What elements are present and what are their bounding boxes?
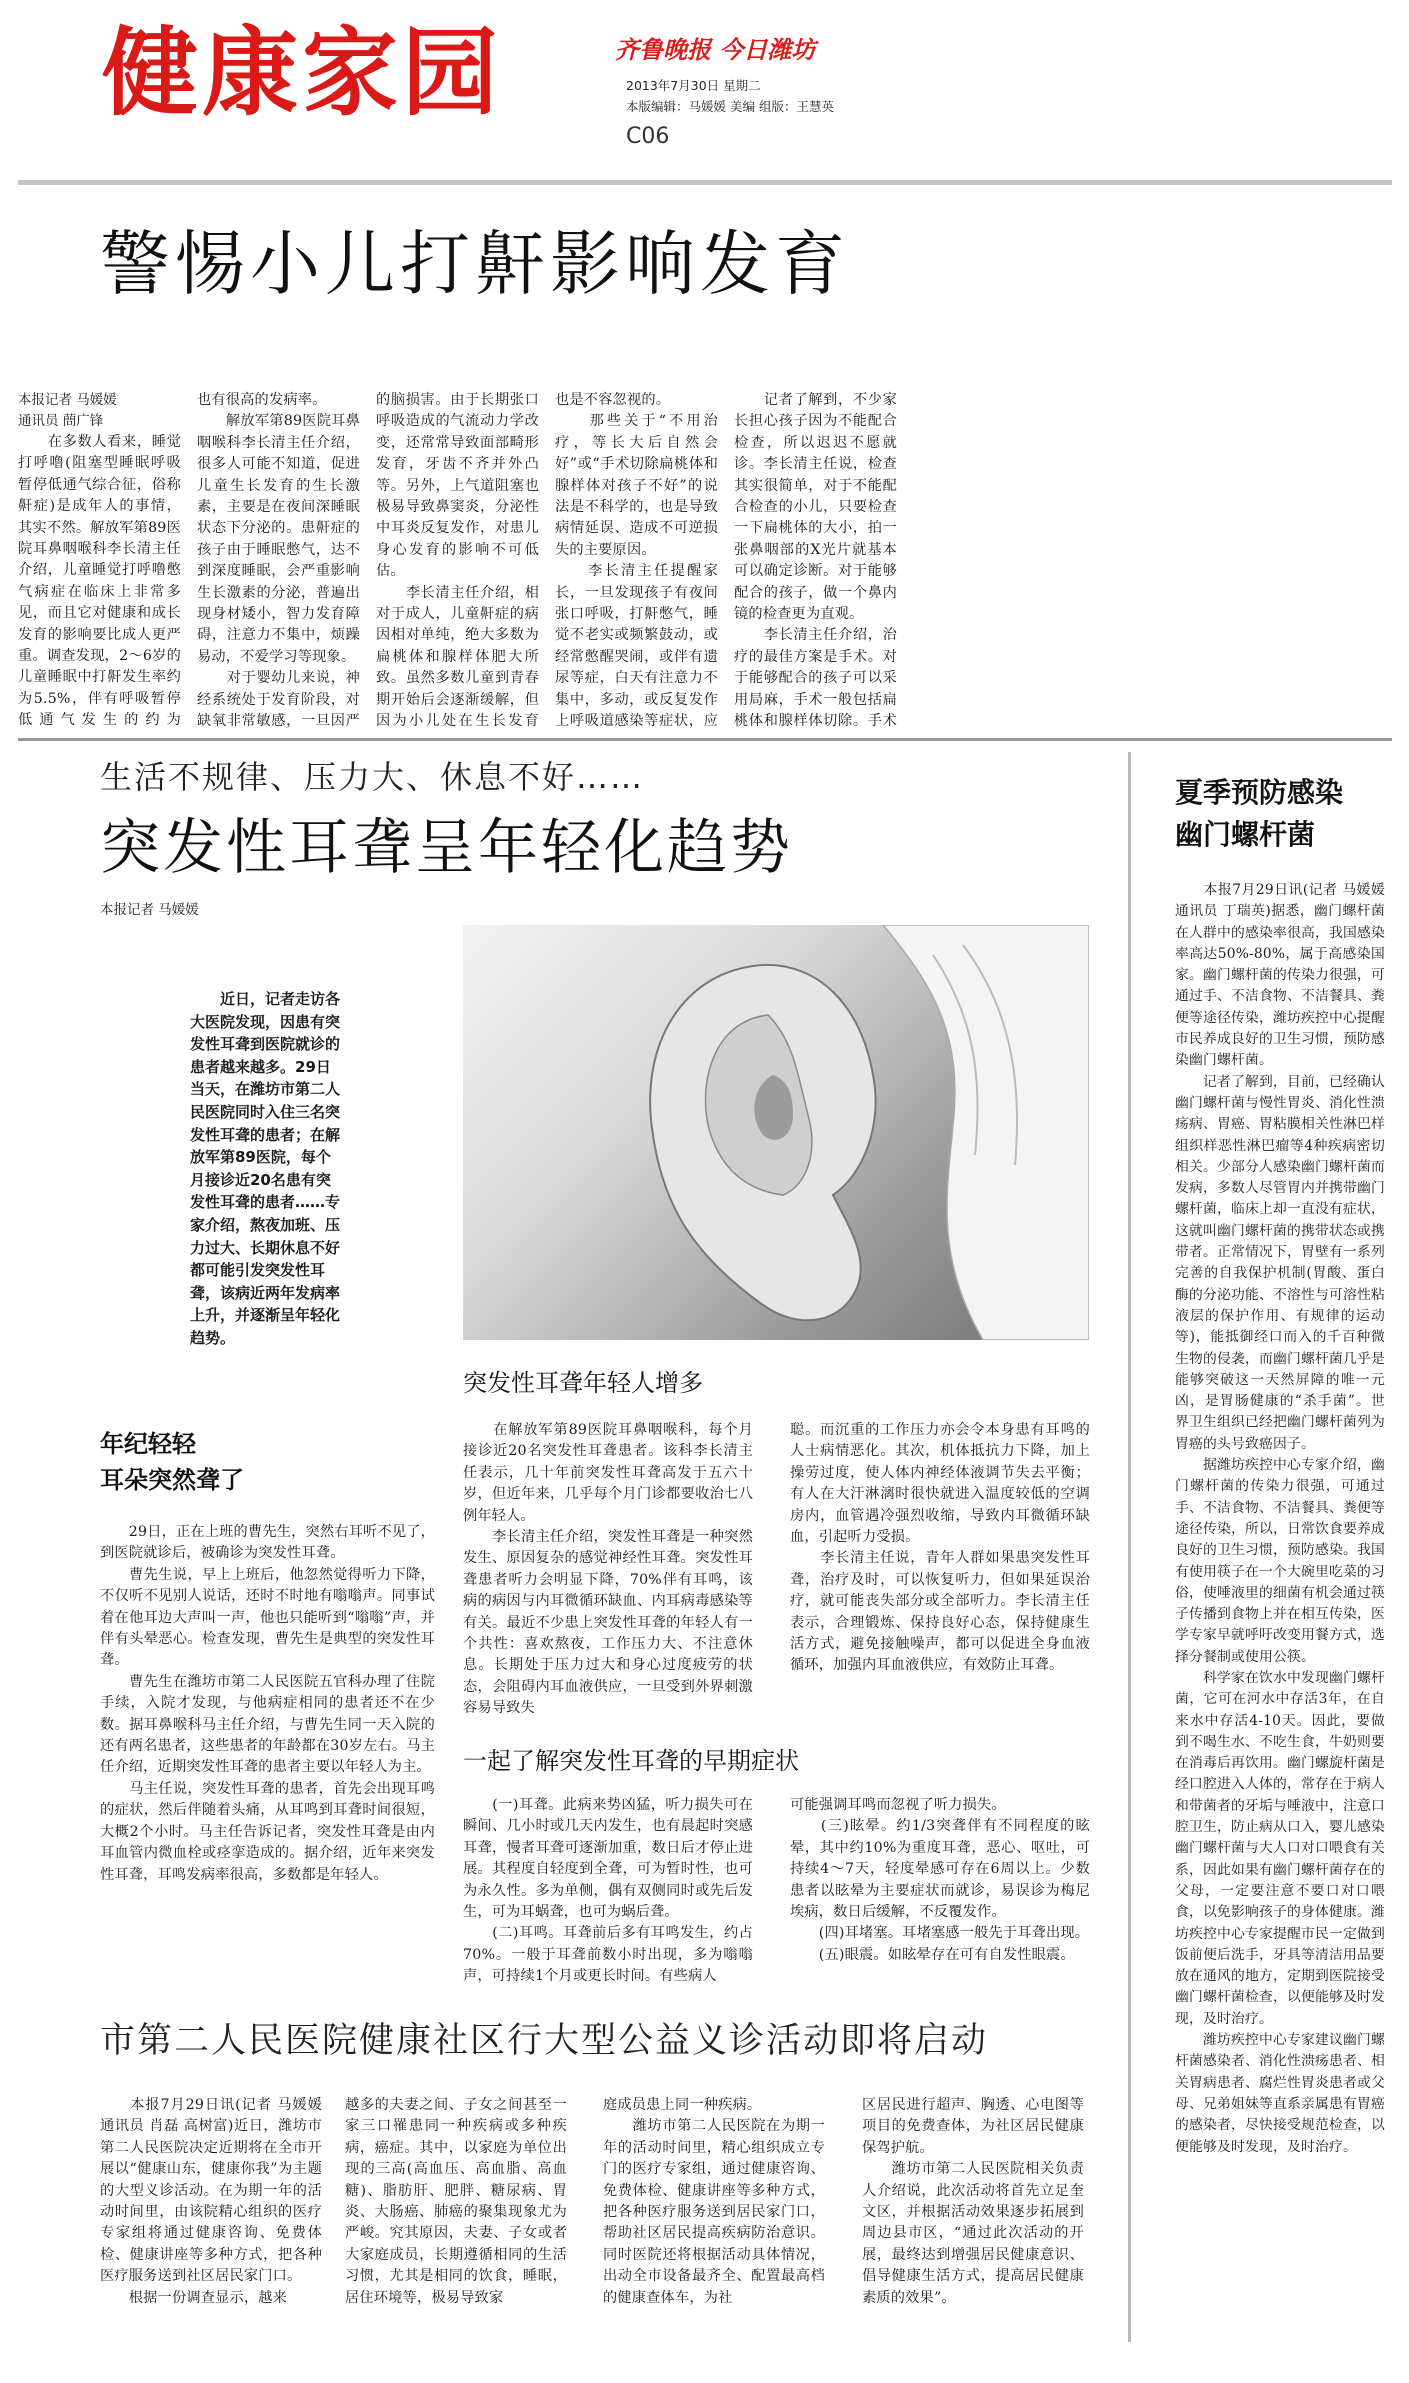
article-column: 区居民进行超声、胸透、心电图等项目的免费查体，为社区居民健康保驾护航。 潍坊市第二人民医院相关负责人介绍说，此次活动将首先立足奎文区，并根据活动效果逐步拓展到周边县市区，“通过此次活动的开展，最终达到增强居民健康意识、倡导健康生活方式，提高居民健康素质的效果”。 (862, 2097, 1084, 2306)
section-title: 健康家园 (102, 17, 502, 129)
article-column: 也是不容忽视的。 那些关于“不用治疗，等长大后自然会好”或“手术切除扁桃体和腺样体对孩子不好”的说法是不科学的，也是导致病情延误、造成不可逆损失的主要原因。 李长清主任提醒家长，一旦发现孩子有夜间张口呼吸，打鼾憋气，睡觉不老实或频繁鼓动，或经常憋醒哭闹，或伴有遗尿等症，白天有注意力不集中，多动，或反复发作上呼吸道感染等症状，应 (555, 392, 718, 730)
sidebar-divider (1128, 752, 1131, 2342)
top-divider (18, 180, 1392, 185)
article-column: 庭成员患上同一种疾病。 潍坊市第二人民医院在为期一年的活动时间里，精心组织成立专门的医疗专家组，通过健康咨询、免费体检、健康讲座等多种方式，把各种医疗服务送到居民家门口，帮助社区居民提高疾病防治意识。同时医院还将根据活动具体情况，出动全市设备最齐全、配置最高档的健康查体车，为社 (603, 2097, 825, 2306)
article-column: 聪。而沉重的工作压力亦会令本身患有耳鸣的人士病情恶化。其次，机体抵抗力下降，加上操劳过度，使人体内神经体液调节失去平衡；有人在大汗淋漓时很快就进入温度较低的空调房内，血管遇冷强烈收缩，导致内耳微循环缺血，引起听力受损。 李长清主任说，青年人群如果患突发性耳聋，治疗及时，可以恢复听力，但如果延误治疗，就可能丧失部分或全部听力。李长清主任表示，合理锻炼、保持良好心态，保持健康生活方式，避免接触噪声，都可以促进全身血液循环，加强内耳血液供应，有效防止耳聋。 (790, 1422, 1090, 1674)
issue-info: 2013年7月30日 星期二 本版编辑：马媛媛 美编 组版：王慧英 (626, 78, 834, 114)
byline-deafness: 本报记者 马媛媛 (100, 902, 199, 918)
subhead-young-increase: 突发性耳聋年轻人增多 (463, 1369, 703, 1397)
lead-paragraph: 近日，记者走访各大医院发现，因患有突发性耳聋到医院就诊的患者越来越多。29日当天，在潍坊市第二人民医院同时入住三名突发性耳聋的患者；在解放军第89医院，每个月接诊近20名患有突发性耳聋的患者……专家介绍，熬夜加班、压力过大、长期休息不好都可能引发突发性耳聋，该病近两年发病率上升，并逐渐呈年轻化趋势。 (190, 990, 341, 1347)
byline-snoring: 本报记者 马媛媛 通讯员 蔄广锋 (18, 392, 117, 429)
article-column: 本报7月29日讯(记者 马媛媛 通讯员 肖磊 高树富)近日，潍坊市第二人民医院决定近期将在全市开展以“健康山东，健康你我”为主题的大型义诊活动。在为期一年的活动时间里，由该院精心组织的医疗专家组将通过健康咨询、免费体检、健康讲座等多种方式，把各种医疗服务送到社区居民家门口。 根据一份调查显示，越来 (100, 2097, 322, 2306)
subhead-young-deaf: 年纪轻轻 耳朵突然聋了 (100, 1430, 244, 1494)
article-column: 在解放军第89医院耳鼻咽喉科，每个月接诊近20名突发性耳聋患者。该科李长清主任表示，几十年前突发性耳聋高发于五六十岁，但近年来，几乎每个月门诊都要收治七八例年轻人。 李长清主任介绍，突发性耳聋是一种突然发生、原因复杂的感觉神经性耳聋。突发性耳聋患者听力会明显下降，70%伴有耳鸣，该病的病因与内耳微循环缺血、内耳病毒感染等有关。最近不少患上突发性耳聋的年轻人有一个共性：喜欢熬夜，工作压力大、不注意休息。长期处于压力过大和身心过度疲劳的状态，会阻碍内耳血液供应，一旦受到外界刺激容易导致失 (463, 1422, 753, 1717)
article-column: 29日，正在上班的曹先生，突然右耳听不见了，到医院就诊后，被确诊为突发性耳聋。 曹先生说，早上上班后，他忽然觉得听力下降，不仅听不见别人说话，还时不时地有嗡嗡声。同事试着在他耳边大声叫一声，他也只能听到“嗡嗡”声，并伴有头晕恶心。检查发现，曹先生是典型的突发性耳聋。 曹先生在潍坊市第二人民医院五官科办理了住院手续，入院才发现，与他病症相同的患者还不在少数。据耳鼻喉科马主任介绍，与曹先生同一天入院的还有两名患者，这些患者的年龄都在30岁左右。马主任介绍，近期突发性耳聋的患者主要以年轻人为主。 马主任说，突发性耳聋的患者，首先会出现耳鸣的症状，然后伴随着头痛，从耳鸣到耳聋时间很短，大概2个小时。马主任告诉记者，突发性耳聋是由内耳血管内微血栓或痉挛造成的。据介绍，近年来突发性耳聋，耳鸣发病率很高，多数都是年轻人。 (100, 1524, 435, 1883)
ear-photo (463, 925, 1089, 1340)
article-column: (一)耳聋。此病来势凶猛，听力损失可在瞬间、几小时或几天内发生，也有晨起时突感耳聋，慢者耳聋可逐渐加重，数日后才停止进展。其程度自轻度到全聋，可为暂时性，也可为永久性。多为单侧，偶有双侧同时或先后发生，可为耳蜗聋，也可为蜗后聋。 (二)耳鸣。耳聋前后多有耳鸣发生，约占70%。一般于耳聋前数小时出现，多为嗡嗡声，可持续1个月或更长时间。有些病人 (463, 1797, 753, 1985)
subhead-symptoms: 一起了解突发性耳聋的早期症状 (463, 1747, 799, 1775)
article-column: 的脑损害。由于长期张口呼吸造成的气流动力学改变，还常常导致面部畸形发育，牙齿不齐并外凸等。另外，上气道阻塞也极易导致鼻窦炎，分泌性中耳炎反复发作，对患儿身心发育的影响不可低估。 李长清主任介绍，相对于成人，儿童鼾症的病因相对单纯，绝大多数为扁桃体和腺样体肥大所致。虽然多数儿童到青春期开始后会逐渐缓解，但因为小儿处在生长发育 (376, 392, 539, 730)
article-column: 可能强调耳鸣而忽视了听力损失。 (三)眩晕。约1/3突聋伴有不同程度的眩晕，其中约10%为重度耳聋，恶心、呕吐，可持续4～7天，轻度晕感可存在6周以上。少数患者以眩晕为主要症状而就诊，易误诊为梅尼埃病，数日后缓解，不反覆发作。 (四)耳堵塞。耳堵塞感一般先于耳聋出现。 (五)眼震。如眩晕存在可有自发性眼震。 (790, 1797, 1090, 1963)
article-column: 在多数人看来，睡觉打呼噜(阻塞型睡眠呼吸暂停低通气综合征，俗称鼾症)是成年人的事情，其实不然。解放军第89医院耳鼻咽喉科李长清主任介绍，儿童睡觉打呼噜憋气病症在临床上非常多见，而且它对健康和成长发育的影响要比成人更严重。调查发现，2～6岁的儿童睡眠中打鼾发生率约为5.5%，伴有呼吸暂停低通气发生的约为 (18, 434, 181, 729)
divider (18, 738, 1392, 741)
headline-deafness: 突发性耳聋呈年轻化趋势 (100, 813, 793, 883)
kicker-deafness: 生活不规律、压力大、休息不好…… (100, 758, 645, 796)
headline-free-clinic: 市第二人民医院健康社区行大型公益义诊活动即将启动 (100, 2021, 989, 2061)
headline-snoring: 警惕小儿打鼾影响发育 (100, 223, 850, 305)
page-number: C06 (626, 124, 670, 149)
article-column: 记者了解到，不少家长担心孩子因为不能配合检查，所以迟迟不愿就诊。李长清主任说，检查其实很简单，对于不能配合检查的小儿，只要检查一下扁桃体的大小，拍一张鼻咽部的X光片就基本可以确定诊断。对于能够配合的孩子，做一个鼻内镜的检查更为直观。 李长清主任介绍，治疗的最佳方案是手术。对于能够配合的孩子可以采用局麻，手术一般包括扁桃体和腺样体切除。手术 (734, 392, 897, 730)
newspaper-brand: 齐鲁晚报 今日潍坊 (615, 35, 816, 64)
sidebar-article: 本报7月29日讯(记者 马媛媛 通讯员 丁瑞英)据悉，幽门螺杆菌在人群中的感染率很高，我国感染率高达50%-80%，属于高感染国家。幽门螺杆菌的传染力很强，可通过手、不洁食物、不洁餐具、粪便等途径传染，潍坊疾控中心提醒市民养成良好的卫生习惯，预防感染幽门螺杆菌。 记者了解到，目前，已经确认幽门螺杆菌与慢性胃炎、消化性溃疡病、胃癌、胃粘膜相关性淋巴样组织样恶性淋巴瘤等4种疾病密切相关。少部分人感染幽门螺杆菌而发病，多数人尽管胃内并携带幽门螺杆菌，临床上却一直没有症状，这就叫幽门螺杆菌的携带状态或携带者。正常情况下，胃壁有一系列完善的自我保护机制(胃酸、蛋白酶的分泌功能、不溶性与可溶性粘液层的保护作用、有规律的运动等)，能抵御经口而入的千百种微生物的侵袭，而幽门螺杆菌几乎是能够突破这一天然屏障的唯一元凶，是胃肠健康的“杀手菌”。世界卫生组织已经把幽门螺杆菌列为胃癌的头号致癌因子。 据潍坊疾控中心专家介绍，幽门螺杆菌的传染力很强，可通过手、不洁食物、不洁餐具、粪便等途径传染，所以，日常饮食要养成良好的卫生习惯，预防感染。我国有使用筷子在一个大碗里吃菜的习俗，使唾液里的细菌有机会通过筷子传播到食物上并在相互传染，医学专家早就呼吁改变用餐方式，选择分餐制或使用公筷。 科学家在饮水中发现幽门螺杆菌，它可在河水中存活3年，在自来水中存活4-10天。因此，要做到不喝生水、不吃生食，牛奶则要在消毒后再饮用。幽门螺旋杆菌是经口腔进入人体的，常存在于病人和带菌者的牙垢与唾液中，注意口腔卫生，防止病从口入，婴儿感染幽门螺杆菌与大人口对口喂食有关系，因此如果有幽门螺杆菌存在的父母，一定要注意不要口对口喂食，以免影响孩子的身体健康。潍坊疾控中心专家提醒市民一定做到饭前便后洗手，牙具等清洁用品要放在通风的地方，定期到医院接受幽门螺杆菌检查，以便能够及时发现，及时治疗。 潍坊疾控中心专家建议幽门螺杆菌感染者、消化性溃疡患者、相关胃病患者、腐烂性胃炎患者或父母、兄弟姐妹等直系亲属患有胃癌的感染者，尽快接受规范检查，以便能够及时发现，及时治疗。 (1175, 882, 1385, 2155)
article-column: 也有很高的发病率。 解放军第89医院耳鼻咽喉科李长清主任介绍，很多人可能不知道，促进儿童生长发育的生长激素，主要是在夜间深睡眠状态下分泌的。患鼾症的孩子由于睡眠憋气，达不到深度睡眠，会严重影响生长激素的分泌，普遍出现身材矮小，智力发育障碍，注意力不集中，烦躁易动，不爱学习等现象。 对于婴幼儿来说，神经系统处于发育阶段，对缺氧非常敏感，一旦因严 (197, 392, 360, 730)
article-column: 越多的夫妻之间、子女之间甚至一家三口罹患同一种疾病或多种疾病，癌症。其中，以家庭为单位出现的三高(高血压、高血脂、高血糖)、脂肪肝、肥胖、糖尿病、胃炎、大肠癌、肺癌的聚集现象尤为严峻。究其原因，夫妻、子女或者大家庭成员，长期遵循相同的生活习惯，尤其是相同的饮食，睡眠，居住环境等，极易导致家 (345, 2097, 567, 2306)
sidebar-headline: 夏季预防感染 幽门螺杆菌 (1175, 776, 1344, 851)
